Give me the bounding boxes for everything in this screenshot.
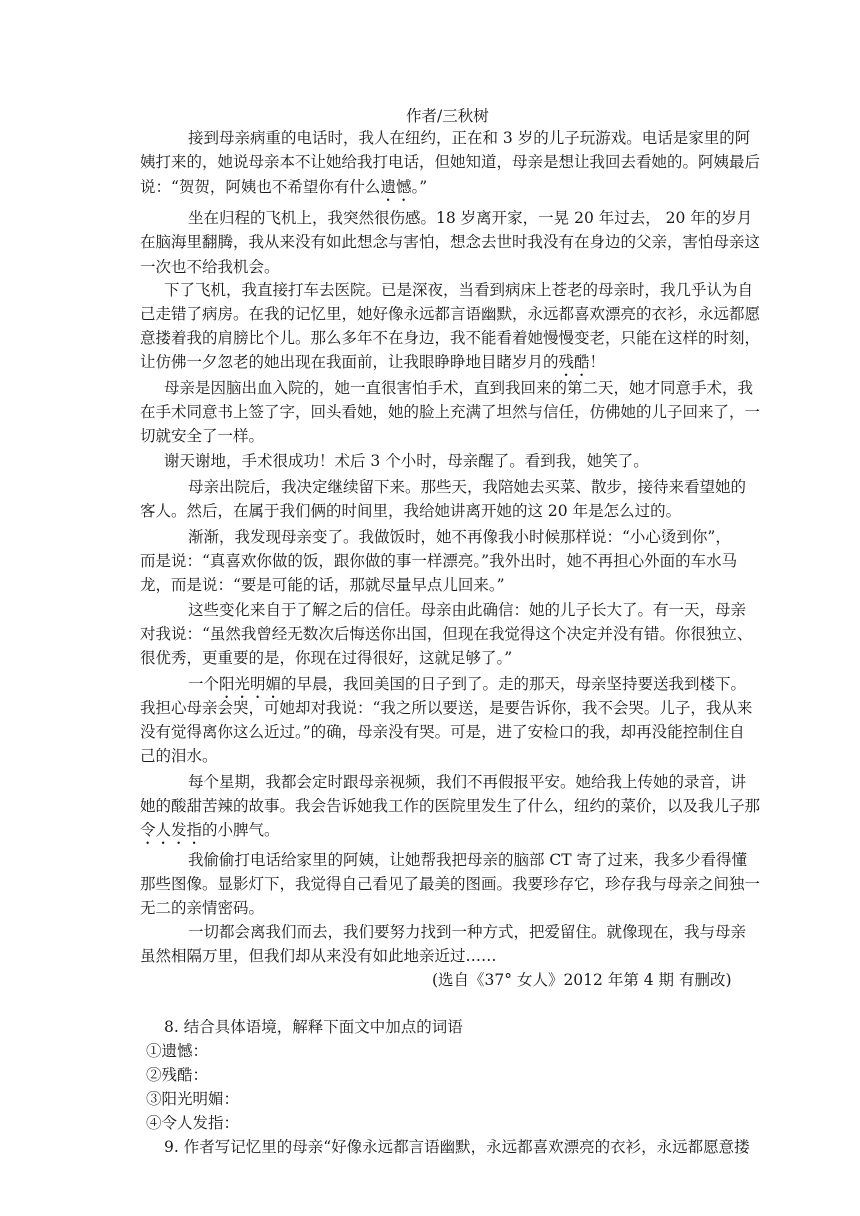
text-segment: 的早晨，我回美国的日子到了。走的那天，母亲坚持要送我到楼下。 [281, 675, 747, 693]
text-segment: 说：“贺贺，阿姨也不希望你有什么 [140, 178, 381, 196]
paragraph-line [140, 177, 427, 197]
paragraph-line: 一次也不给我机会。 [140, 258, 280, 276]
paragraph-line: 客人。然后，在属于我们俩的时间里，我给她讲离开她的这 20 年是怎么过的。 [140, 502, 682, 520]
question-8-item-3: ③阳光明媚： [146, 1090, 240, 1108]
question-9-text: 9. 作者写记忆里的母亲“好像永远都言语幽默，永远都喜欢漂亮的衣衫，永远都愿意搂 [164, 1138, 750, 1156]
dotted-word-lingrenfazhi: 令人发指 [140, 821, 203, 839]
paragraph-line: 对我说：“虽然我曾经无数次后悔送你出国，但现在我觉得这个决定并没有错。你很独立、 [140, 625, 753, 643]
source-citation: (选自《37° 女人》2012 年第 4 期 有删改) [432, 971, 732, 989]
paragraph-line: 很优秀，更重要的是，你现在过得很好，这就足够了。” [140, 649, 513, 667]
question-8-item-4: ④令人发指： [146, 1114, 240, 1132]
dotted-word-yihan: 遗憾 [380, 178, 412, 196]
text-segment: 的小脾气。 [202, 821, 280, 839]
paragraph-line: 一切都会离我们而去，我们要努力找到一种方式，把爱留住。就像现在，我与母亲 [188, 923, 747, 941]
paragraph-line: 坐在归程的飞机上，我突然很伤感。18 岁离开家，一晃 20 年过去， 20 年的岁月 [188, 209, 753, 227]
paragraph-line: 母亲出院后，我决定继续留下来。那些天，我陪她去买菜、散步，接待来看望她的 [188, 478, 747, 496]
paragraph-line: 己的泪水。 [140, 747, 218, 765]
paragraph-line [188, 674, 746, 694]
paragraph-line: 下了飞机，我直接打车去医院。已是深夜，当看到病床上苍老的母亲时，我几乎认为自 [164, 281, 754, 299]
text-segment: 一个 [188, 675, 220, 693]
paragraph-line: 意搂着我的肩膀比个儿。那么多年不在身边，我不能看着她慢慢变老，只能在这样的时刻， [140, 329, 761, 347]
paragraph-line [140, 820, 280, 840]
paragraph-line: 无二的亲情密码。 [140, 899, 265, 917]
paragraph-line: 而是说：“真喜欢你做的饭，跟你做的事一样漂亮。”我外出时，她不再担心外面的车水马 [140, 552, 738, 570]
paragraph-line: 渐渐，我发现母亲变了。我做饭时，她不再像我小时候那样说：“小心烫到你”， [188, 528, 731, 546]
question-8-item-1: ①遗憾： [146, 1042, 209, 1060]
paragraph-line: 在手术同意书上签了字，回头看她，她的脸上充满了坦然与信任，仿佛她的儿子回来了，一 [140, 403, 761, 421]
paragraph-line: 母亲是因脑出血入院的，她一直很害怕手术，直到我回来的第二天，她才同意手术，我 [164, 379, 754, 397]
paragraph-line: 切就安全了一样。 [140, 427, 265, 445]
paragraph-line: 她的酸甜苦辣的故事。我会告诉她我工作的医院里发生了什么，纽约的菜价，以及我儿子那 [140, 797, 761, 815]
question-8-item-2: ②残酷： [146, 1066, 209, 1084]
paragraph-line [140, 352, 605, 372]
dotted-word-canku: 残酷 [558, 353, 590, 371]
paragraph-line: 龙，而是说：“要是可能的话，那就尽量早点儿回来。” [140, 576, 505, 594]
question-8-title: 8. 结合具体语境，解释下面文中加点的词语 [164, 1018, 463, 1036]
paragraph-line: 在脑海里翻腾，我从来没有如此想念与害怕，想念去世时我没有在身边的父亲，害怕母亲这 [140, 233, 761, 251]
author-line: 作者/三秋树 [406, 107, 489, 125]
paragraph-line: 谢天谢地，手术很成功！术后 3 个小时，母亲醒了。看到我，她笑了。 [164, 452, 649, 470]
paragraph-line: 我担心母亲会哭，可她却对我说：“我之所以要送，是要告诉你，我不会哭。儿子，我从来 [140, 699, 753, 717]
paragraph-line: 没有觉得离你这么近过。”的确，母亲没有哭。可是，进了安检口的我，却再没能控制住自 [140, 723, 745, 741]
paragraph-line: 这些变化来自于了解之后的信任。母亲由此确信：她的儿子长大了。有一天，母亲 [188, 601, 747, 619]
text-segment: 让仿佛一夕忽老的她出现在我面前，让我眼睁睁地目睹岁月的 [140, 353, 559, 371]
text-segment: ！ [589, 353, 606, 371]
paragraph-line: 己走错了病房。在我的记忆里，她好像永远都言语幽默，永远都喜欢漂亮的衣衫，永远都愿 [140, 305, 761, 323]
paragraph-line: 虽然相隔万里，但我们却从来没有如此地亲近过…… [140, 947, 497, 965]
dotted-word-yangguangmingmei: 阳光明媚 [219, 675, 282, 693]
paragraph-line: 我偷偷打电话给家里的阿姨，让她帮我把母亲的脑部 CT 寄了过来，我多少看得懂 [188, 851, 748, 869]
text-segment: 。” [411, 178, 428, 196]
paragraph-line: 那些图像。显影灯下，我觉得自己看见了最美的图画。我要珍存它，珍存我与母亲之间独一 [140, 875, 761, 893]
paragraph-line: 接到母亲病重的电话时，我人在纽约，正在和 3 岁的儿子玩游戏。电话是家里的阿 [188, 129, 751, 147]
paragraph-line: 每个星期，我都会定时跟母亲视频，我们不再假报平安。她给我上传她的录音，讲 [188, 773, 747, 791]
paragraph-line: 姨打来的，她说母亲本不让她给我打电话，但她知道，母亲是想让我回去看她的。阿姨最后 [140, 153, 761, 171]
